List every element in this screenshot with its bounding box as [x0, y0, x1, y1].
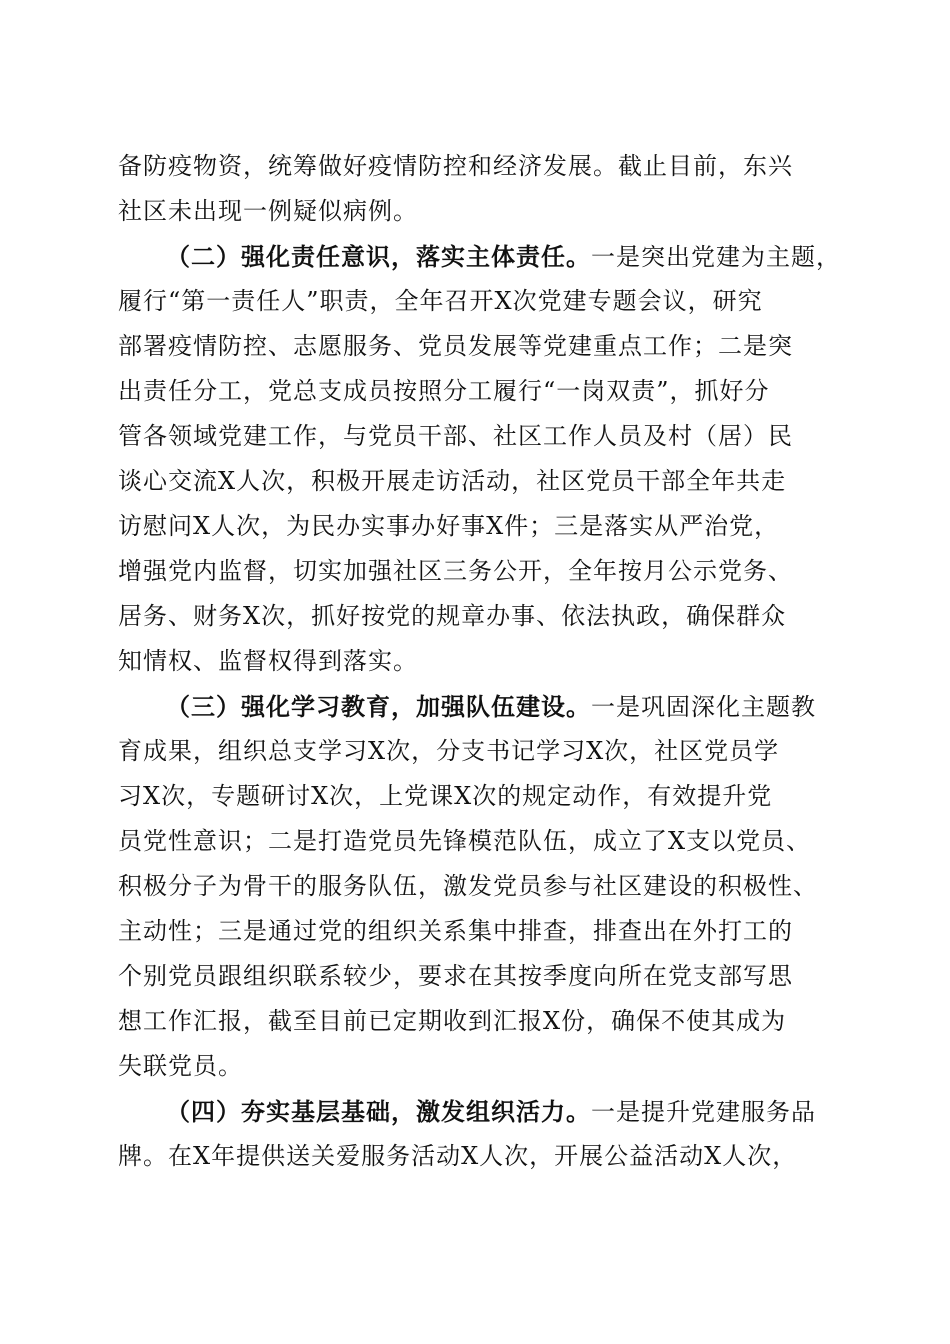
text-line: 积极分子为骨干的服务队伍，激发党员参与社区建设的积极性、	[118, 872, 818, 900]
text-line	[118, 684, 833, 729]
text-line: 增强党内监督，切实加强社区三务公开，全年按月公示党务、	[118, 557, 793, 585]
text-run: 一是巩固深化主题教	[591, 693, 816, 721]
text-line: 谈心交流X人次，积极开展走访活动，社区党员干部全年共走	[118, 467, 787, 495]
text-line: 失联党员。	[118, 1052, 243, 1080]
text-run: 一是提升党建服务品	[591, 1098, 816, 1126]
text-line: 备防疫物资，统筹做好疫情防控和经济发展。截止目前，东兴	[118, 152, 793, 180]
text-line: 管各领域党建工作，与党员干部、社区工作人员及村（居）民	[118, 422, 793, 450]
text-line: 访慰问X人次，为民办实事办好事X件；三是落实从严治党，	[118, 512, 780, 540]
text-line	[118, 234, 841, 279]
section-heading-4: （四）夯实基层基础，激发组织活力。	[166, 1097, 591, 1126]
text-line: 牌。在X年提供送关爱服务活动X人次，开展公益活动X人次，	[118, 1142, 798, 1170]
section-heading-3: （三）强化学习教育，加强队伍建设。	[166, 692, 591, 721]
text-line: 知情权、监督权得到落实。	[118, 647, 418, 675]
text-line: 员党性意识；二是打造党员先锋模范队伍，成立了X支以党员、	[118, 827, 812, 855]
text-line: 想工作汇报，截至目前已定期收到汇报X份，确保不使其成为	[118, 1007, 787, 1035]
text-line: 习X次，专题研讨X次，上党课X次的规定动作，有效提升党	[118, 782, 773, 810]
paragraph-3	[118, 684, 833, 1089]
paragraph-2	[118, 234, 841, 684]
text-line: 履行“第一责任人”职责，全年召开X次党建专题会议，研究	[118, 287, 763, 315]
text-line: 部署疫情防控、志愿服务、党员发展等党建重点工作；二是突	[118, 332, 793, 360]
text-line	[118, 1089, 833, 1134]
paragraph-4	[118, 1089, 833, 1179]
section-heading-2: （二）强化责任意识，落实主体责任。	[166, 242, 591, 271]
text-run: 一是突出党建为主题，	[591, 243, 841, 271]
document-body	[118, 144, 841, 1179]
text-line: 育成果，组织总支学习X次，分支书记学习X次，社区党员学	[118, 737, 780, 765]
paragraph-1	[118, 144, 833, 234]
text-line: 出责任分工，党总支成员按照分工履行“一岗双责”，抓好分	[118, 377, 770, 405]
text-line: 居务、财务X次，抓好按党的规章办事、依法执政，确保群众	[118, 602, 787, 630]
text-line: 个别党员跟组织联系较少，要求在其按季度向所在党支部写思	[118, 962, 793, 990]
text-line: 社区未出现一例疑似病例。	[118, 197, 418, 225]
text-line: 主动性；三是通过党的组织关系集中排查，排查出在外打工的	[118, 917, 793, 945]
